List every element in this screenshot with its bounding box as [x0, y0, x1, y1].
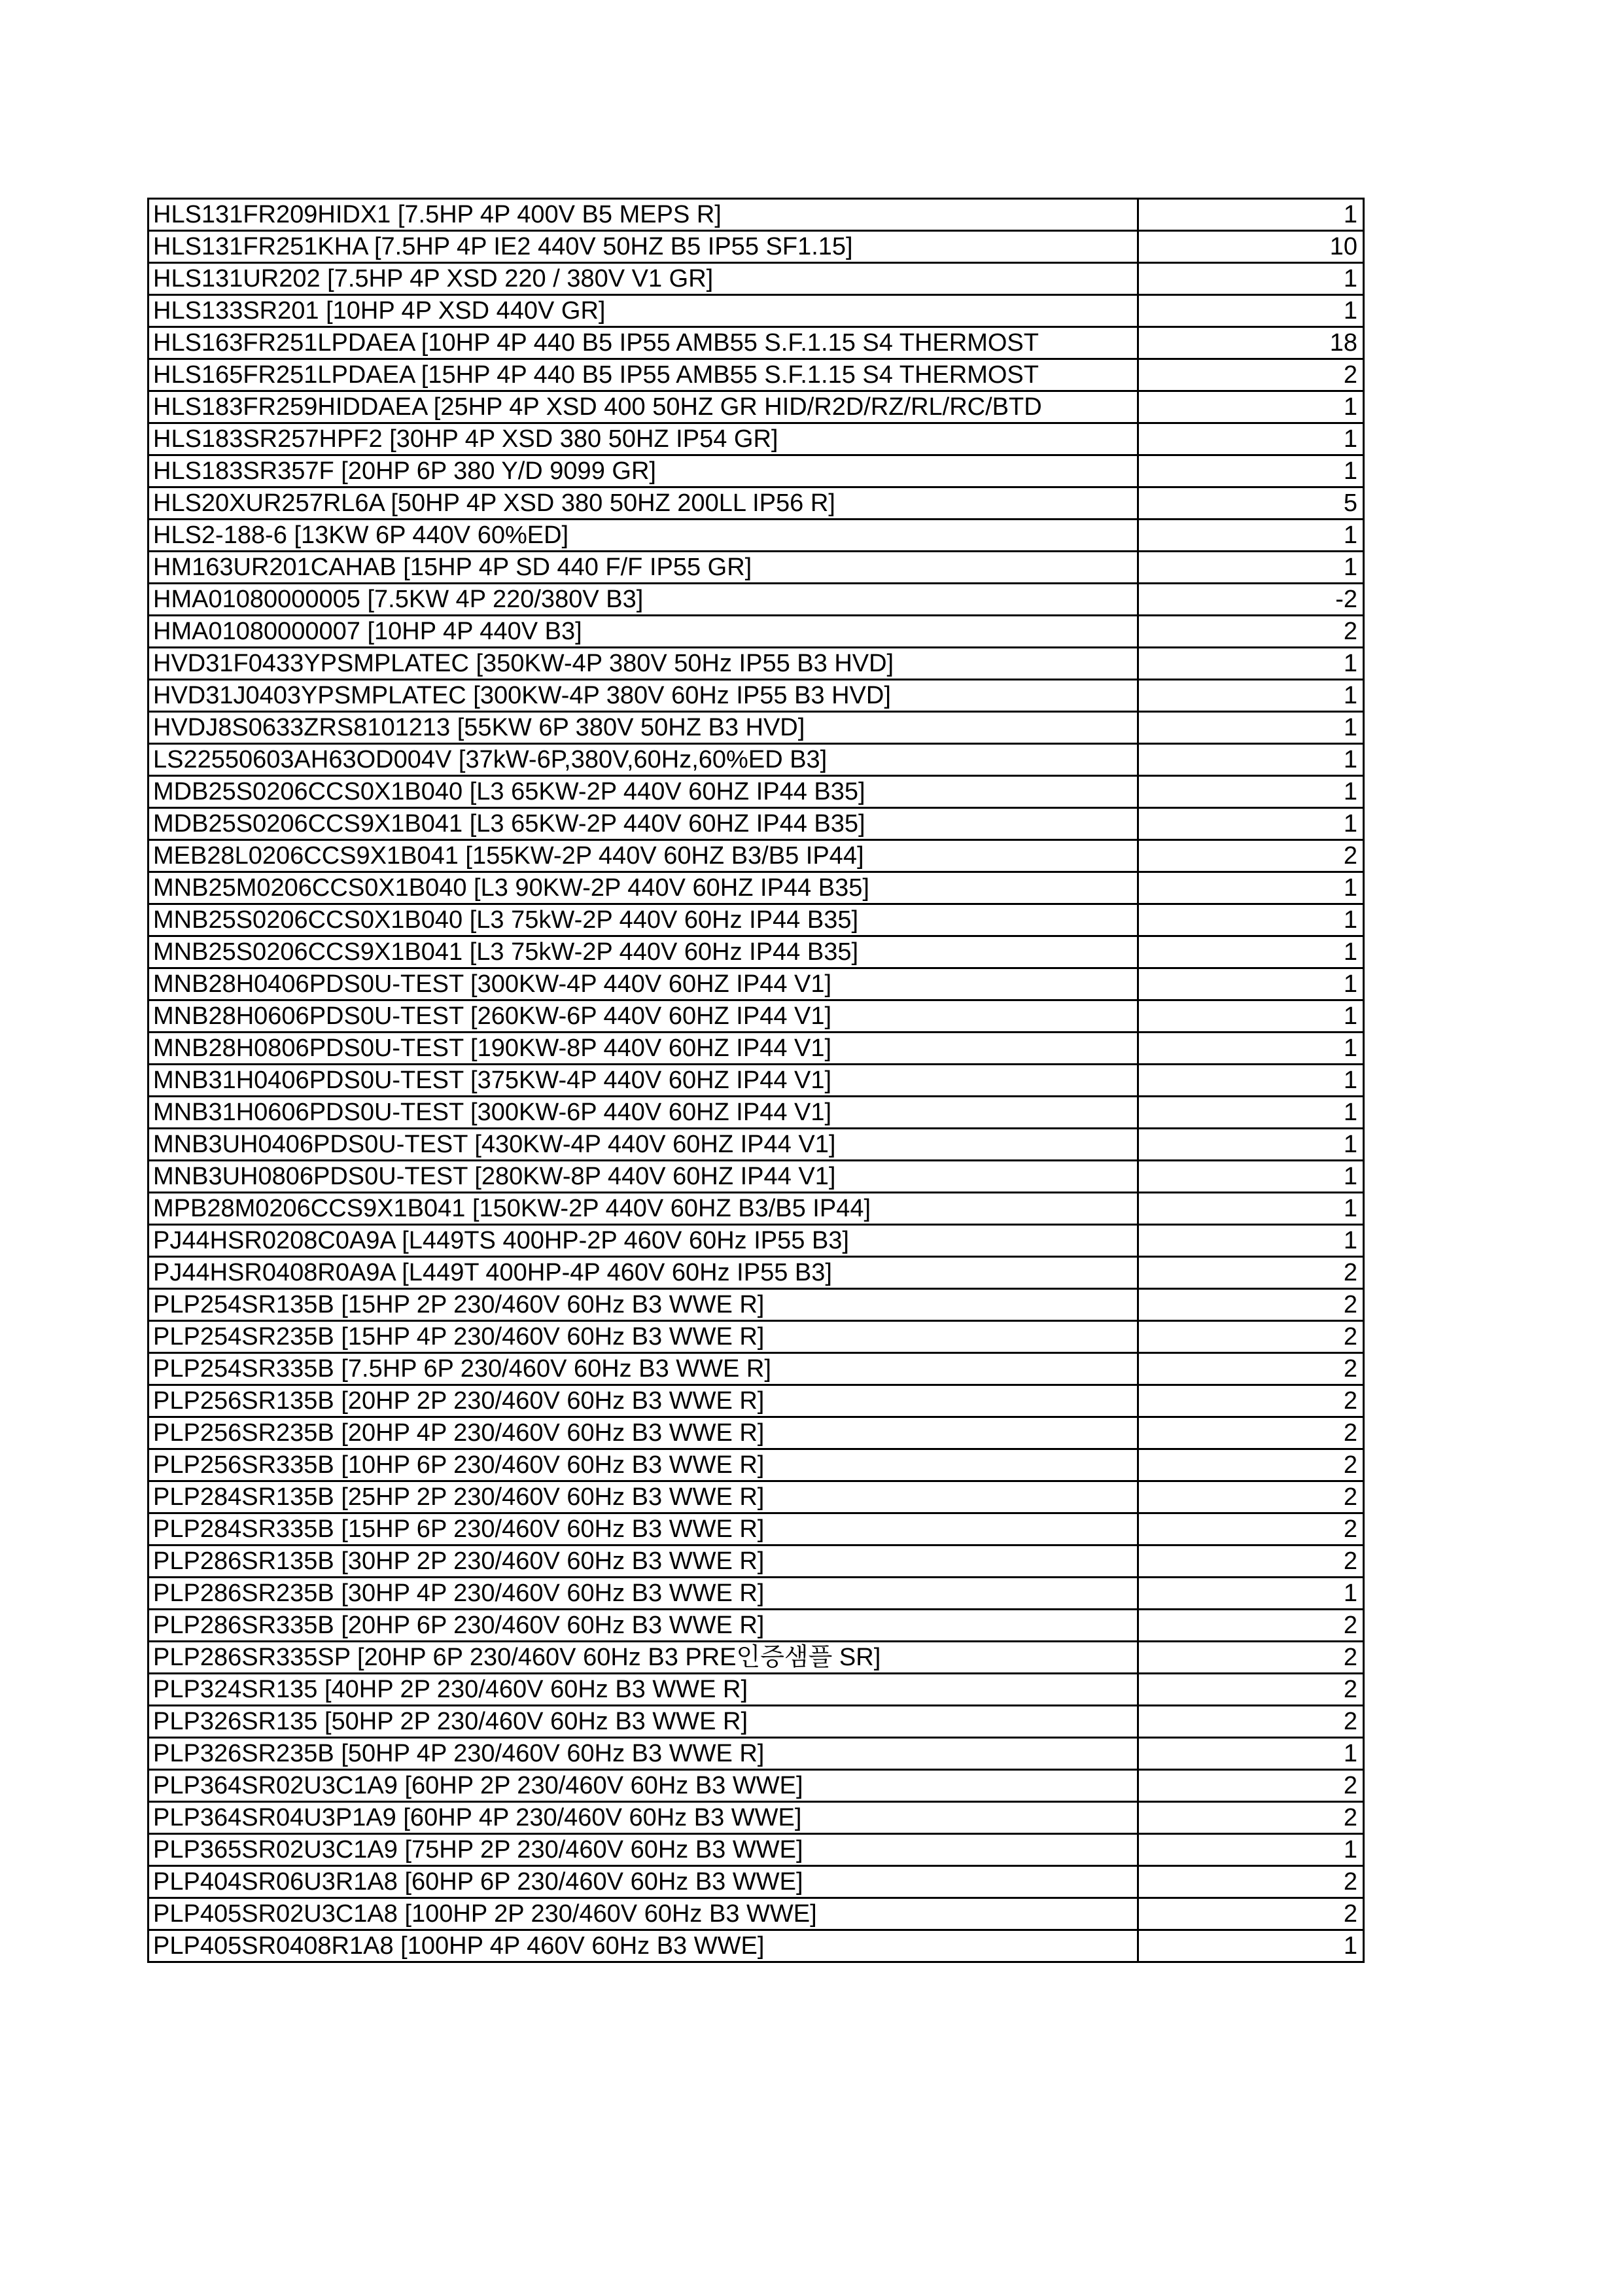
quantity-cell: 1 [1138, 968, 1364, 1000]
quantity-cell: 18 [1138, 327, 1364, 359]
quantity-cell: 1 [1138, 423, 1364, 455]
item-description-cell: MNB28H0406PDS0U-TEST [300KW-4P 440V 60HZ IP44 V1] [148, 968, 1138, 1000]
table-row [148, 1642, 1364, 1674]
quantity-cell: 2 [1138, 840, 1364, 872]
quantity-cell: 1 [1138, 1065, 1364, 1097]
table-row [148, 1545, 1364, 1578]
table-row [148, 1610, 1364, 1642]
quantity-cell: 1 [1138, 680, 1364, 712]
item-description-cell: PJ44HSR0208C0A9A [L449TS 400HP-2P 460V 60Hz IP55 B3] [148, 1225, 1138, 1257]
quantity-cell: 2 [1138, 1385, 1364, 1417]
quantity-cell: 2 [1138, 1417, 1364, 1449]
item-description-cell: PLP256SR135B [20HP 2P 230/460V 60Hz B3 WWE R] [148, 1385, 1138, 1417]
item-description-cell: HLS131UR202 [7.5HP 4P XSD 220 / 380V V1 GR] [148, 263, 1138, 295]
quantity-cell: 1 [1138, 295, 1364, 327]
item-description-cell: MEB28L0206CCS9X1B041 [155KW-2P 440V 60HZ B3/B5 IP44] [148, 840, 1138, 872]
quantity-cell: 2 [1138, 1610, 1364, 1642]
table-row [148, 1193, 1364, 1225]
quantity-cell: 1 [1138, 776, 1364, 808]
table-row [148, 487, 1364, 520]
table-row [148, 840, 1364, 872]
table-row [148, 648, 1364, 680]
item-description-cell: PLP286SR335B [20HP 6P 230/460V 60Hz B3 WWE R] [148, 1610, 1138, 1642]
quantity-cell: 2 [1138, 1449, 1364, 1481]
table-row [148, 327, 1364, 359]
item-description-cell: HLS183SR357F [20HP 6P 380 Y/D 9099 GR] [148, 455, 1138, 487]
table-row [148, 1449, 1364, 1481]
quantity-cell: 1 [1138, 648, 1364, 680]
item-description-cell: MNB3UH0806PDS0U-TEST [280KW-8P 440V 60HZ IP44 V1] [148, 1161, 1138, 1193]
quantity-cell: 1 [1138, 1225, 1364, 1257]
table-row [148, 1417, 1364, 1449]
item-description-cell: PLP284SR135B [25HP 2P 230/460V 60Hz B3 WWE R] [148, 1481, 1138, 1513]
inventory-table [147, 198, 1365, 1963]
item-description-cell: HMA01080000005 [7.5KW 4P 220/380V B3] [148, 584, 1138, 616]
table-row [148, 391, 1364, 423]
item-description-cell: MNB28H0606PDS0U-TEST [260KW-6P 440V 60HZ IP44 V1] [148, 1000, 1138, 1033]
quantity-cell: 1 [1138, 872, 1364, 904]
table-row [148, 904, 1364, 936]
table-row [148, 1834, 1364, 1866]
table-row [148, 359, 1364, 391]
quantity-cell: 1 [1138, 1193, 1364, 1225]
item-description-cell: PLP365SR02U3C1A9 [75HP 2P 230/460V 60Hz B3 WWE] [148, 1834, 1138, 1866]
item-description-cell: PLP364SR04U3P1A9 [60HP 4P 230/460V 60Hz B3 WWE] [148, 1802, 1138, 1834]
item-description-cell: PLP364SR02U3C1A9 [60HP 2P 230/460V 60Hz B3 WWE] [148, 1770, 1138, 1802]
table-row [148, 584, 1364, 616]
quantity-cell: 2 [1138, 1353, 1364, 1385]
item-description-cell: HLS165FR251LPDAEA [15HP 4P 440 B5 IP55 AMB55 S.F.1.15 S4 THERMOST [148, 359, 1138, 391]
item-description-cell: HLS163FR251LPDAEA [10HP 4P 440 B5 IP55 AMB55 S.F.1.15 S4 THERMOST [148, 327, 1138, 359]
table-row [148, 1674, 1364, 1706]
table-row [148, 1770, 1364, 1802]
item-description-cell: HVD31J0403YPSMPLATEC [300KW-4P 380V 60Hz IP55 B3 HVD] [148, 680, 1138, 712]
quantity-cell: 1 [1138, 391, 1364, 423]
quantity-cell: 2 [1138, 1898, 1364, 1930]
quantity-cell: 2 [1138, 1545, 1364, 1578]
table-row [148, 1289, 1364, 1321]
table-row [148, 872, 1364, 904]
item-description-cell: MPB28M0206CCS9X1B041 [150KW-2P 440V 60HZ B3/B5 IP44] [148, 1193, 1138, 1225]
table-row [148, 1385, 1364, 1417]
quantity-cell: 2 [1138, 1802, 1364, 1834]
item-description-cell: LS22550603AH63OD004V [37kW-6P,380V,60Hz,60%ED B3] [148, 744, 1138, 776]
quantity-cell: 1 [1138, 1578, 1364, 1610]
table-row [148, 616, 1364, 648]
item-description-cell: PLP256SR335B [10HP 6P 230/460V 60Hz B3 WWE R] [148, 1449, 1138, 1481]
quantity-cell: 1 [1138, 904, 1364, 936]
quantity-cell: 2 [1138, 1866, 1364, 1898]
table-row [148, 263, 1364, 295]
table-row [148, 231, 1364, 263]
table-row [148, 1161, 1364, 1193]
quantity-cell: 2 [1138, 1481, 1364, 1513]
quantity-cell: 1 [1138, 1930, 1364, 1962]
item-description-cell: PLP326SR235B [50HP 4P 230/460V 60Hz B3 WWE R] [148, 1738, 1138, 1770]
item-description-cell: MDB25S0206CCS0X1B040 [L3 65KW-2P 440V 60HZ IP44 B35] [148, 776, 1138, 808]
item-description-cell: PLP324SR135 [40HP 2P 230/460V 60Hz B3 WWE R] [148, 1674, 1138, 1706]
quantity-cell: 5 [1138, 487, 1364, 520]
table-row [148, 1065, 1364, 1097]
item-description-cell: HLS131FR209HIDX1 [7.5HP 4P 400V B5 MEPS R] [148, 199, 1138, 231]
quantity-cell: 1 [1138, 552, 1364, 584]
table-row [148, 744, 1364, 776]
item-description-cell: PLP405SR02U3C1A8 [100HP 2P 230/460V 60Hz B3 WWE] [148, 1898, 1138, 1930]
item-description-cell: MNB25S0206CCS0X1B040 [L3 75kW-2P 440V 60Hz IP44 B35] [148, 904, 1138, 936]
item-description-cell: MNB25M0206CCS0X1B040 [L3 90KW-2P 440V 60HZ IP44 B35] [148, 872, 1138, 904]
table-row [148, 1225, 1364, 1257]
table-row [148, 1257, 1364, 1289]
quantity-cell: 1 [1138, 712, 1364, 744]
table-row [148, 552, 1364, 584]
quantity-cell: 1 [1138, 1161, 1364, 1193]
item-description-cell: PLP254SR235B [15HP 4P 230/460V 60Hz B3 WWE R] [148, 1321, 1138, 1353]
item-description-cell: MNB3UH0406PDS0U-TEST [430KW-4P 440V 60HZ IP44 V1] [148, 1129, 1138, 1161]
quantity-cell: 1 [1138, 520, 1364, 552]
table-row [148, 1321, 1364, 1353]
table-row [148, 808, 1364, 840]
item-description-cell: MNB28H0806PDS0U-TEST [190KW-8P 440V 60HZ IP44 V1] [148, 1033, 1138, 1065]
table-row [148, 520, 1364, 552]
item-description-cell: PLP254SR335B [7.5HP 6P 230/460V 60Hz B3 WWE R] [148, 1353, 1138, 1385]
quantity-cell: 1 [1138, 744, 1364, 776]
table-row [148, 1000, 1364, 1033]
quantity-cell: 2 [1138, 1674, 1364, 1706]
table-row [148, 1513, 1364, 1545]
item-description-cell: HVDJ8S0633ZRS8101213 [55KW 6P 380V 50HZ B3 HVD] [148, 712, 1138, 744]
quantity-cell: 2 [1138, 1513, 1364, 1545]
item-description-cell: PLP256SR235B [20HP 4P 230/460V 60Hz B3 WWE R] [148, 1417, 1138, 1449]
item-description-cell: MNB31H0606PDS0U-TEST [300KW-6P 440V 60HZ IP44 V1] [148, 1097, 1138, 1129]
item-description-cell: MDB25S0206CCS9X1B041 [L3 65KW-2P 440V 60HZ IP44 B35] [148, 808, 1138, 840]
item-description-cell: HMA01080000007 [10HP 4P 440V B3] [148, 616, 1138, 648]
table-row [148, 1097, 1364, 1129]
quantity-cell: 1 [1138, 808, 1364, 840]
quantity-cell: 1 [1138, 1097, 1364, 1129]
quantity-cell: 1 [1138, 455, 1364, 487]
item-description-cell: PLP284SR335B [15HP 6P 230/460V 60Hz B3 WWE R] [148, 1513, 1138, 1545]
item-description-cell: HLS183SR257HPF2 [30HP 4P XSD 380 50HZ IP54 GR] [148, 423, 1138, 455]
item-description-cell: PJ44HSR0408R0A9A [L449T 400HP-4P 460V 60Hz IP55 B3] [148, 1257, 1138, 1289]
quantity-cell: 1 [1138, 199, 1364, 231]
quantity-cell: 1 [1138, 1129, 1364, 1161]
item-description-cell: PLP286SR235B [30HP 4P 230/460V 60Hz B3 WWE R] [148, 1578, 1138, 1610]
quantity-cell: 2 [1138, 1257, 1364, 1289]
table-row [148, 1578, 1364, 1610]
item-description-cell: PLP326SR135 [50HP 2P 230/460V 60Hz B3 WWE R] [148, 1706, 1138, 1738]
item-description-cell: HM163UR201CAHAB [15HP 4P SD 440 F/F IP55 GR] [148, 552, 1138, 584]
item-description-cell: HLS183FR259HIDDAEA [25HP 4P XSD 400 50HZ GR HID/R2D/RZ/RL/RC/BTD [148, 391, 1138, 423]
item-description-cell: HLS131FR251KHA [7.5HP 4P IE2 440V 50HZ B5 IP55 SF1.15] [148, 231, 1138, 263]
inventory-table-body [148, 199, 1364, 1962]
quantity-cell: 2 [1138, 359, 1364, 391]
table-row [148, 295, 1364, 327]
quantity-cell: 1 [1138, 1000, 1364, 1033]
table-row [148, 199, 1364, 231]
table-row [148, 936, 1364, 968]
table-row [148, 1129, 1364, 1161]
table-row [148, 968, 1364, 1000]
quantity-cell: 2 [1138, 1289, 1364, 1321]
item-description-cell: HLS20XUR257RL6A [50HP 4P XSD 380 50HZ 200LL IP56 R] [148, 487, 1138, 520]
item-description-cell: PLP405SR0408R1A8 [100HP 4P 460V 60Hz B3 WWE] [148, 1930, 1138, 1962]
item-description-cell: HLS2-188-6 [13KW 6P 440V 60%ED] [148, 520, 1138, 552]
table-row [148, 1898, 1364, 1930]
table-row [148, 1033, 1364, 1065]
table-row [148, 1738, 1364, 1770]
quantity-cell: 1 [1138, 1033, 1364, 1065]
quantity-cell: 1 [1138, 1834, 1364, 1866]
table-row [148, 1481, 1364, 1513]
item-description-cell: PLP254SR135B [15HP 2P 230/460V 60Hz B3 WWE R] [148, 1289, 1138, 1321]
table-row [148, 455, 1364, 487]
table-row [148, 1353, 1364, 1385]
quantity-cell: 2 [1138, 1706, 1364, 1738]
table-row [148, 1706, 1364, 1738]
item-description-cell: MNB31H0406PDS0U-TEST [375KW-4P 440V 60HZ IP44 V1] [148, 1065, 1138, 1097]
table-row [148, 680, 1364, 712]
quantity-cell: 2 [1138, 1321, 1364, 1353]
item-description-cell: MNB25S0206CCS9X1B041 [L3 75kW-2P 440V 60Hz IP44 B35] [148, 936, 1138, 968]
quantity-cell: 2 [1138, 616, 1364, 648]
table-row [148, 1802, 1364, 1834]
table-row [148, 1866, 1364, 1898]
item-description-cell: HLS133SR201 [10HP 4P XSD 440V GR] [148, 295, 1138, 327]
table-row [148, 1930, 1364, 1962]
item-description-cell: PLP404SR06U3R1A8 [60HP 6P 230/460V 60Hz B3 WWE] [148, 1866, 1138, 1898]
item-description-cell: PLP286SR335SP [20HP 6P 230/460V 60Hz B3 PRE인증샘플 SR] [148, 1642, 1138, 1674]
quantity-cell: -2 [1138, 584, 1364, 616]
table-row [148, 776, 1364, 808]
table-row [148, 712, 1364, 744]
item-description-cell: HVD31F0433YPSMPLATEC [350KW-4P 380V 50Hz IP55 B3 HVD] [148, 648, 1138, 680]
quantity-cell: 2 [1138, 1770, 1364, 1802]
item-description-cell: PLP286SR135B [30HP 2P 230/460V 60Hz B3 WWE R] [148, 1545, 1138, 1578]
quantity-cell: 1 [1138, 936, 1364, 968]
quantity-cell: 2 [1138, 1642, 1364, 1674]
quantity-cell: 1 [1138, 263, 1364, 295]
quantity-cell: 10 [1138, 231, 1364, 263]
quantity-cell: 1 [1138, 1738, 1364, 1770]
table-row [148, 423, 1364, 455]
